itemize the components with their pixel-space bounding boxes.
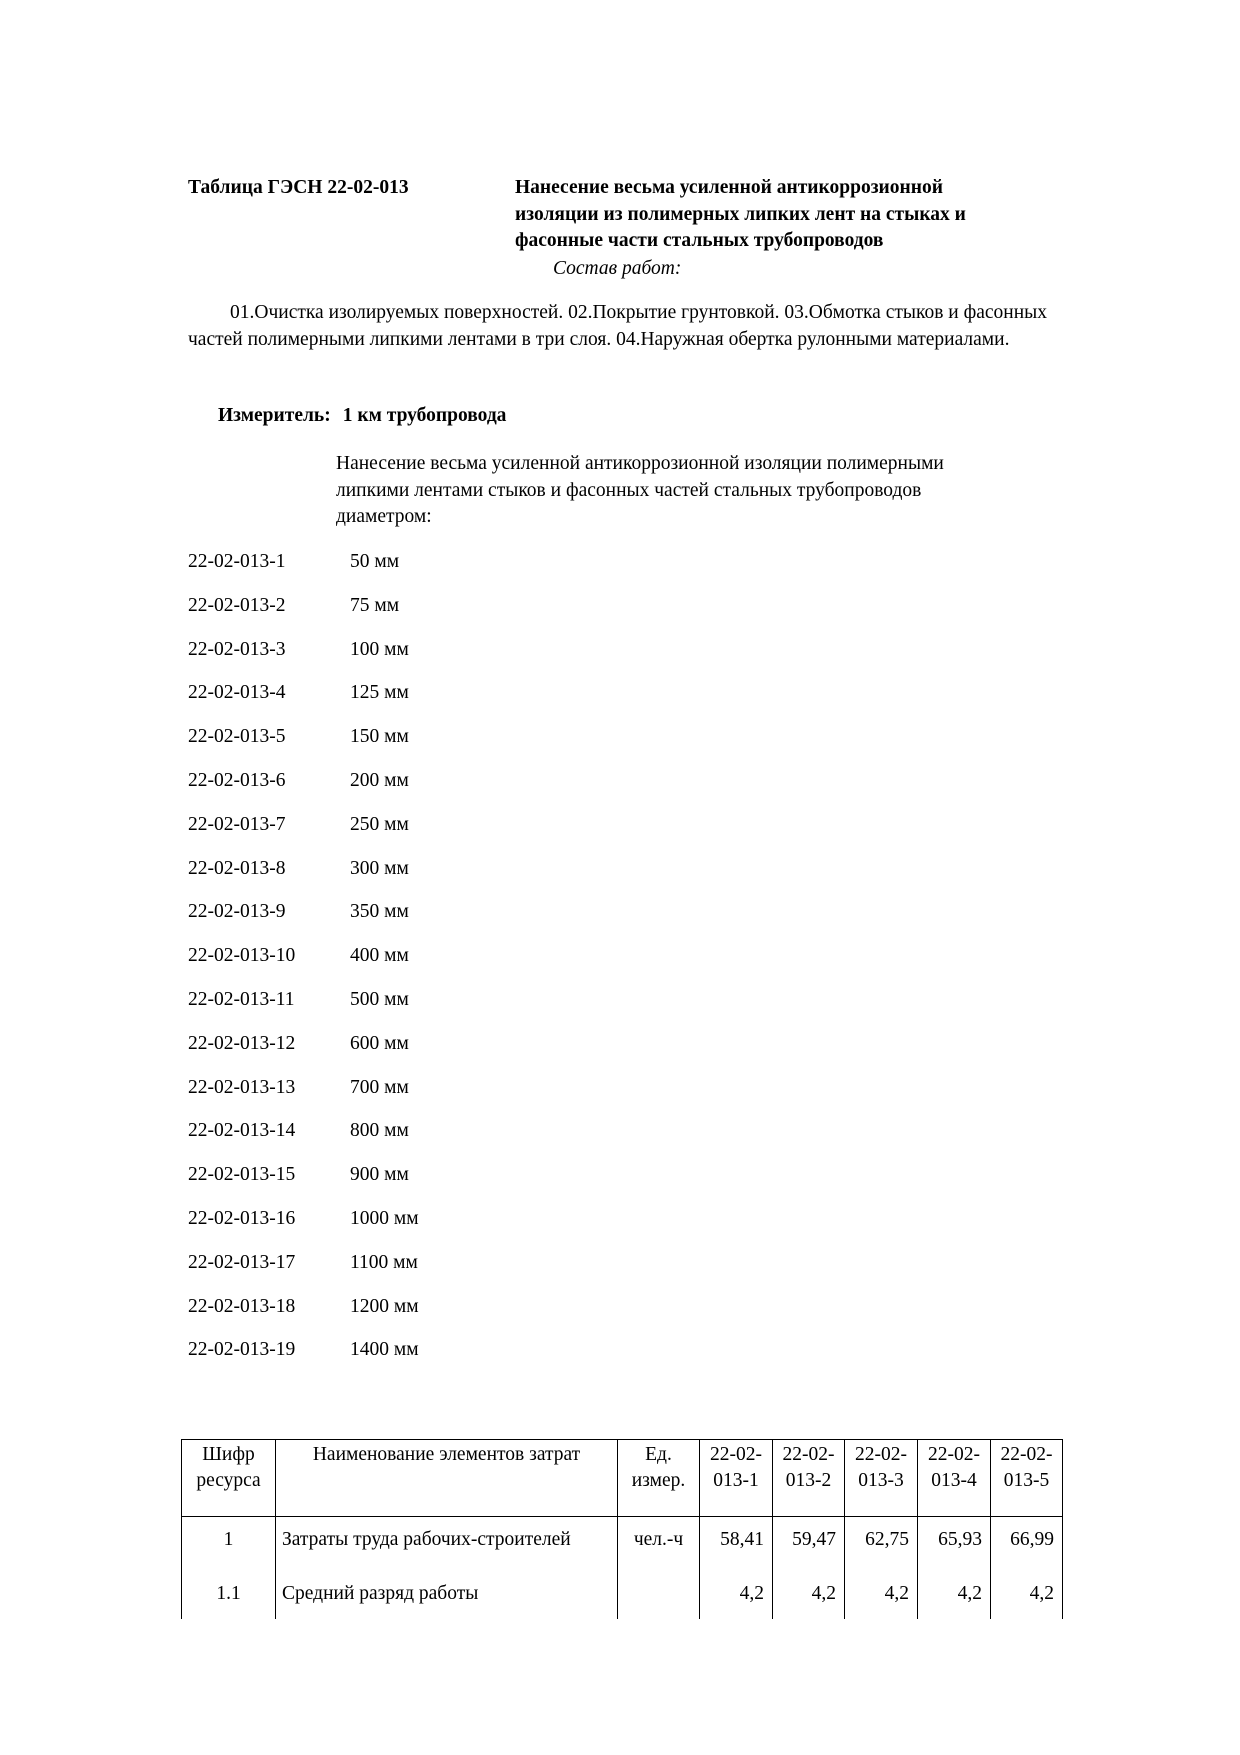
row-code: 1 <box>182 1517 276 1572</box>
item-code: 22-02-013-15 <box>188 1164 296 1186</box>
item-size: 600 мм <box>350 1032 409 1054</box>
item-size: 150 мм <box>350 726 409 748</box>
table-title-line: фасонные части стальных трубопроводов <box>515 230 884 251</box>
header-unit <box>618 1440 700 1517</box>
row-value: 62,75 <box>845 1517 918 1572</box>
header-col-2 <box>773 1440 845 1517</box>
row-value: 65,93 <box>918 1517 991 1572</box>
item-code: 22-02-013-18 <box>188 1295 296 1317</box>
item-code: 22-02-013-6 <box>188 770 286 791</box>
header-resource-code <box>182 1440 276 1517</box>
row-value: 4,2 <box>773 1571 845 1619</box>
item-size: 350 мм <box>350 901 409 923</box>
header-text: ресурса <box>196 1470 261 1491</box>
item-size: 250 мм <box>350 813 409 835</box>
table-label: Таблица ГЭСН 22-02-013 <box>188 177 409 198</box>
item-code: 22-02-013-3 <box>188 638 286 660</box>
header-col-3 <box>845 1440 918 1517</box>
item-code: 22-02-013-1 <box>188 551 286 572</box>
item-code: 22-02-013-11 <box>188 989 295 1010</box>
item-size: 1400 мм <box>350 1339 419 1361</box>
header-text: 013-4 <box>931 1470 977 1491</box>
header-text: 013-5 <box>1003 1470 1050 1491</box>
row-unit: чел.-ч <box>618 1517 700 1572</box>
item-code: 22-02-013-12 <box>188 1032 296 1054</box>
work-composition-text <box>188 300 1048 353</box>
row-value: 4,2 <box>918 1571 991 1619</box>
items-intro <box>336 451 944 531</box>
table-row <box>182 1517 1063 1572</box>
cost-table <box>181 1439 1063 1619</box>
item-size: 800 мм <box>350 1120 409 1142</box>
items-intro-line: диаметром: <box>336 506 432 527</box>
item-size: 700 мм <box>350 1076 409 1098</box>
header-text: 013-3 <box>858 1470 904 1491</box>
header-text: 22-02- <box>782 1444 835 1465</box>
table-title-line: Нанесение весьма усиленной антикоррозионной <box>515 177 943 198</box>
item-size: 100 мм <box>350 638 409 660</box>
header-col-4 <box>918 1440 991 1517</box>
row-value: 58,41 <box>700 1517 773 1572</box>
header-text: 22-02- <box>1000 1444 1053 1465</box>
table-title-line: изоляции из полимерных липких лент на стыках и <box>515 203 966 225</box>
item-code: 22-02-013-19 <box>188 1339 296 1361</box>
meter-value: 1 км трубопровода <box>342 405 507 426</box>
item-size: 1000 мм <box>350 1208 419 1229</box>
row-name: Средний разряд работы <box>276 1571 618 1619</box>
header-text: измер. <box>631 1470 686 1491</box>
table-header-row <box>182 1440 1063 1517</box>
item-code: 22-02-013-14 <box>188 1120 296 1142</box>
header-text: Шифр <box>202 1444 255 1465</box>
item-size: 400 мм <box>350 945 409 967</box>
items-intro-line: липкими лентами стыков и фасонных частей стальных трубопроводов <box>336 479 922 501</box>
item-size: 50 мм <box>350 551 400 572</box>
row-value: 4,2 <box>845 1571 918 1619</box>
item-size: 125 мм <box>350 682 409 704</box>
item-size: 900 мм <box>350 1164 409 1186</box>
table-title <box>515 175 966 255</box>
item-size: 1200 мм <box>350 1295 419 1317</box>
work-composition-body: 01.Очистка изолируемых поверхностей. 02.Покрытие грунтовкой. 03.Обмотка стыков и фасонных частей полимерными липкими лентами в три слоя. 04.Наружная обертка рулонными материалами. <box>188 302 1048 350</box>
row-value: 59,47 <box>773 1517 845 1572</box>
meter-label: Измеритель: <box>218 405 331 426</box>
table-row <box>182 1571 1063 1619</box>
items-intro-line: Нанесение весьма усиленной антикоррозионной изоляции полимерными <box>336 453 944 474</box>
row-code: 1.1 <box>182 1571 276 1619</box>
header-col-5 <box>991 1440 1063 1517</box>
item-code: 22-02-013-5 <box>188 726 286 748</box>
item-code: 22-02-013-10 <box>188 945 296 967</box>
item-code: 22-02-013-16 <box>188 1208 296 1229</box>
item-code: 22-02-013-8 <box>188 857 286 879</box>
item-code: 22-02-013-17 <box>188 1251 296 1273</box>
header-text: 22-02- <box>855 1444 907 1465</box>
item-size: 75 мм <box>350 594 400 616</box>
item-code: 22-02-013-13 <box>188 1076 296 1098</box>
item-size: 200 мм <box>350 770 409 791</box>
item-code: 22-02-013-2 <box>188 594 286 616</box>
row-value: 4,2 <box>700 1571 773 1619</box>
row-name: Затраты труда рабочих-строителей <box>276 1517 618 1572</box>
row-unit <box>618 1571 700 1619</box>
item-code: 22-02-013-4 <box>188 682 286 704</box>
work-composition-label: Состав работ: <box>553 258 682 279</box>
row-value: 4,2 <box>991 1571 1063 1619</box>
item-size: 1100 мм <box>350 1251 418 1273</box>
header-col-1 <box>700 1440 773 1517</box>
item-code: 22-02-013-9 <box>188 901 286 923</box>
item-size: 500 мм <box>350 989 409 1010</box>
header-text: Ед. <box>645 1444 672 1465</box>
header-text: 013-1 <box>713 1470 759 1491</box>
header-text: 22-02- <box>710 1444 762 1465</box>
header-text: 22-02- <box>928 1444 980 1465</box>
item-code: 22-02-013-7 <box>188 813 286 835</box>
row-value: 66,99 <box>991 1517 1063 1572</box>
item-size: 300 мм <box>350 857 409 879</box>
header-text: 013-2 <box>785 1470 832 1491</box>
header-cost-name: Наименование элементов затрат <box>276 1440 618 1517</box>
meter <box>218 403 506 429</box>
